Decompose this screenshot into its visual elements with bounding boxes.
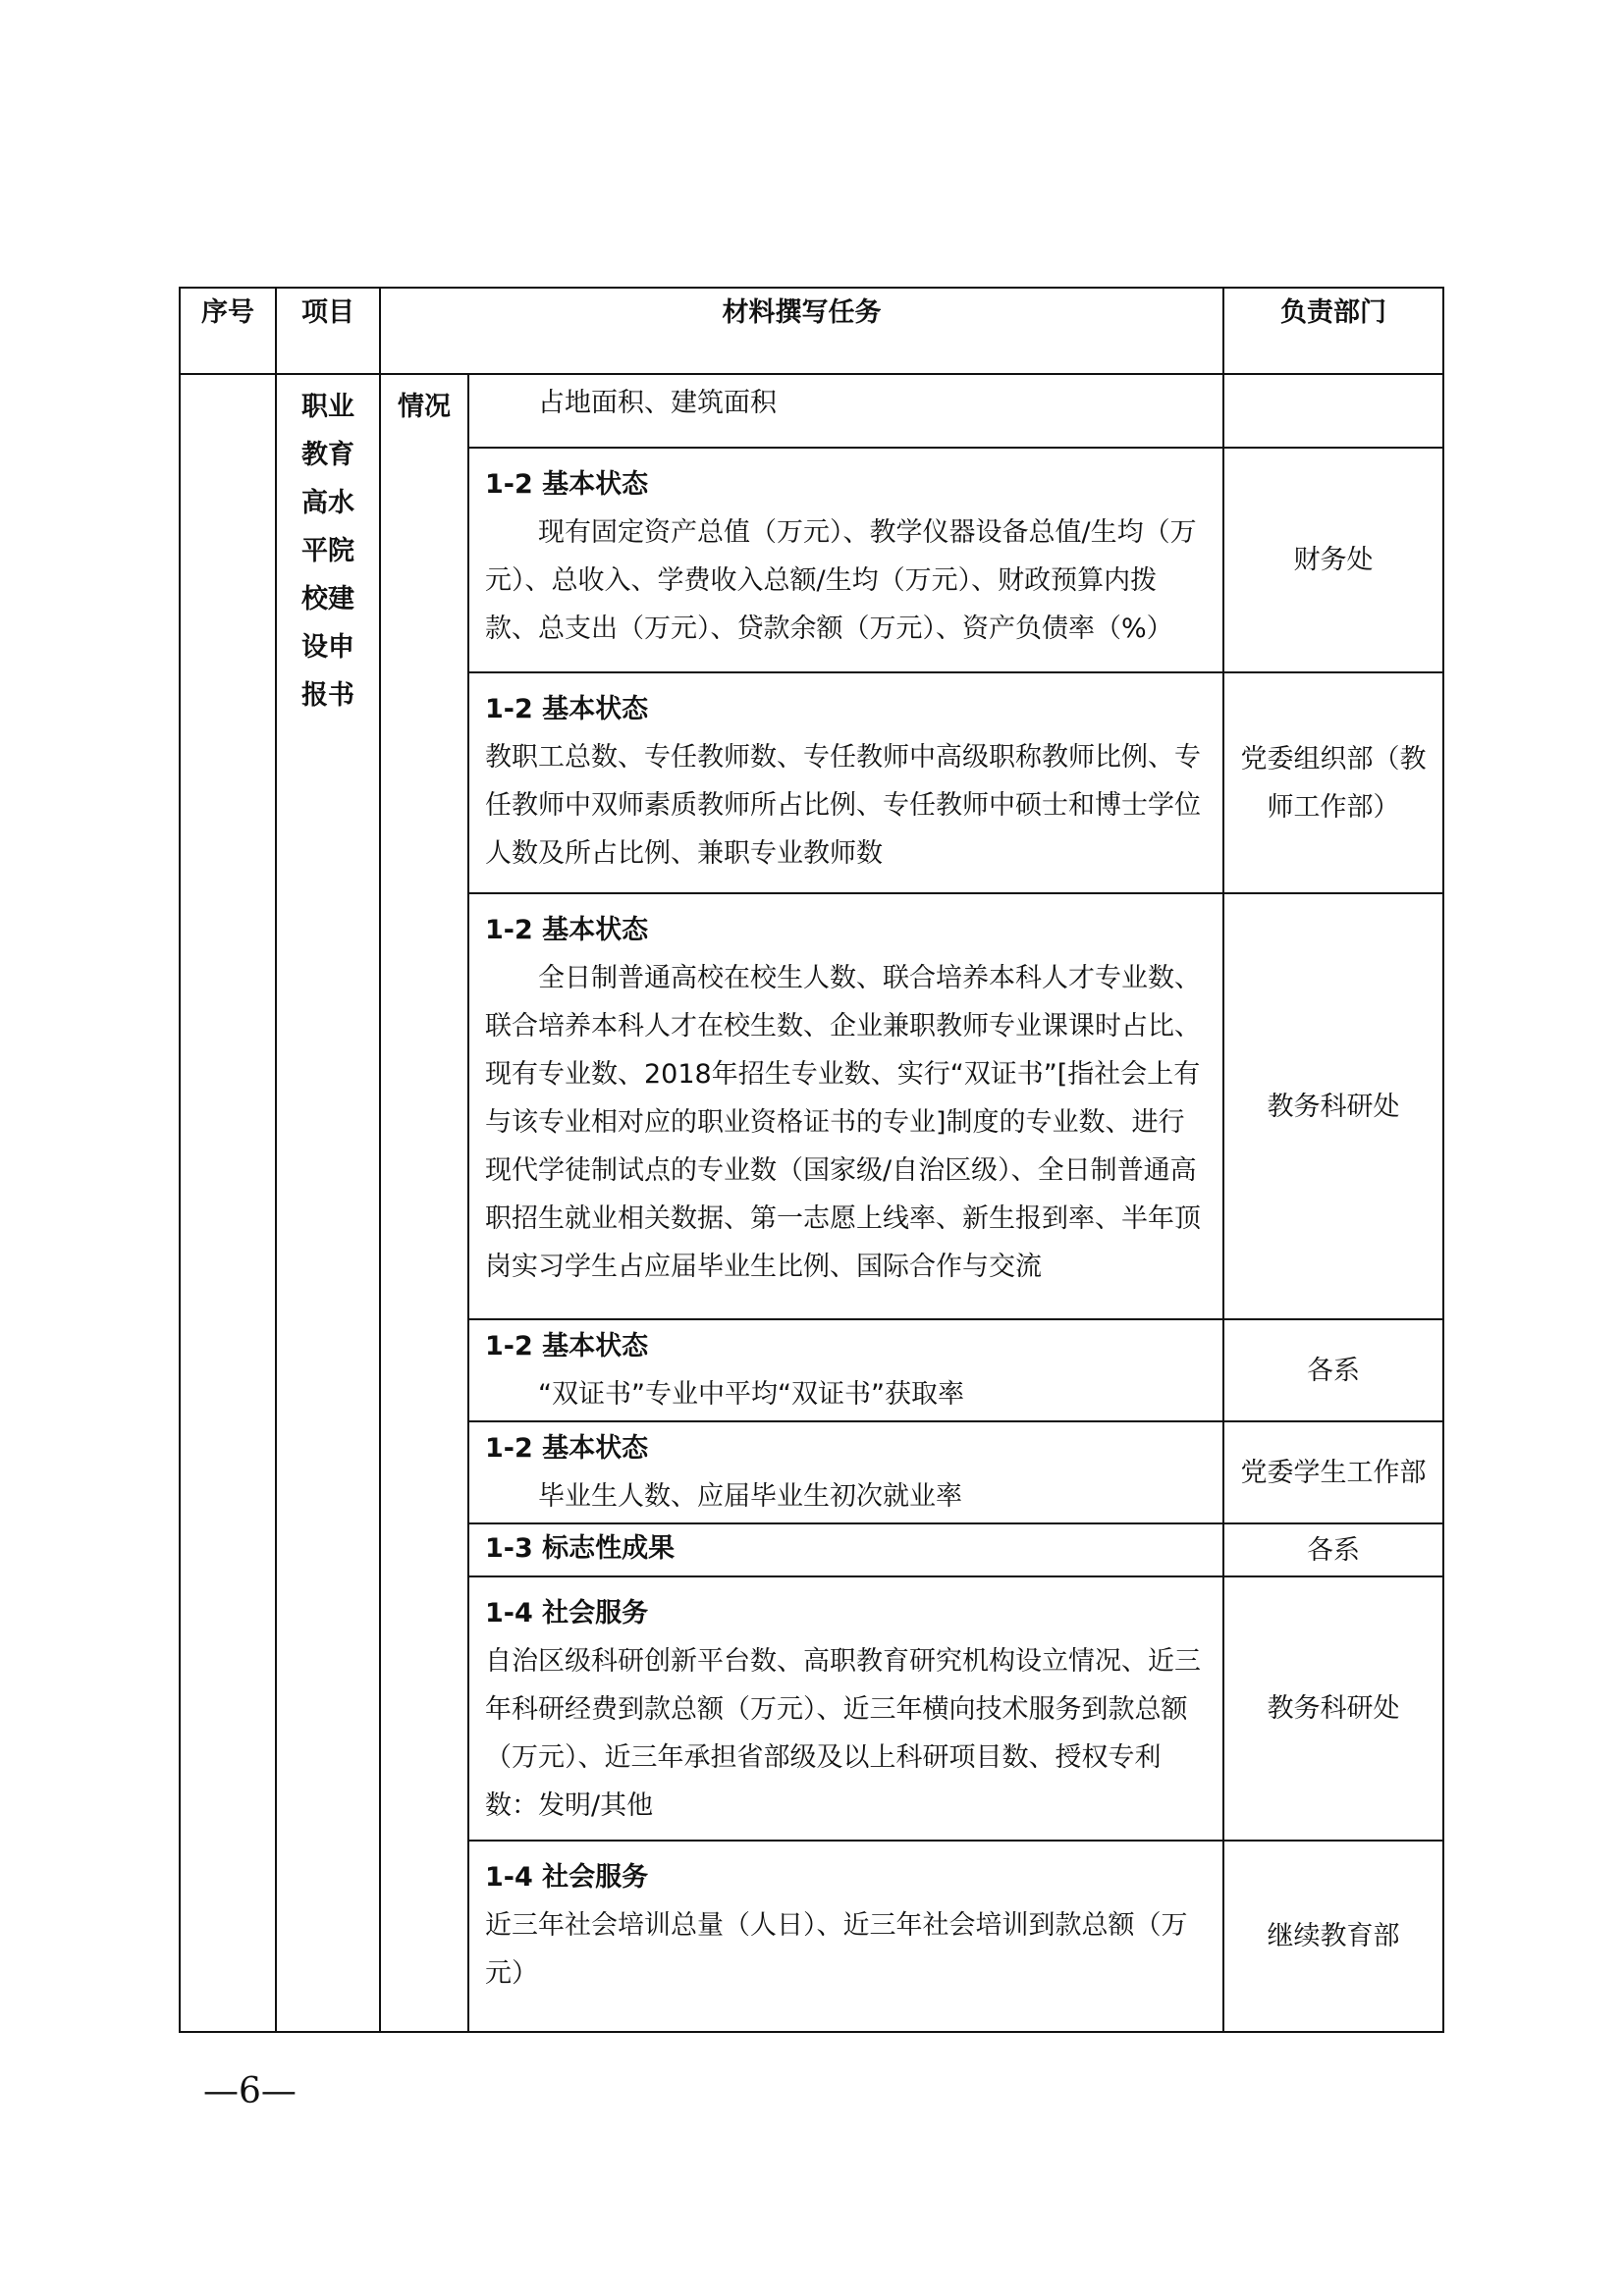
task-title: 1-2 基本状态 [485, 1331, 649, 1362]
project-name-line: 高水 [301, 488, 354, 518]
dept-cell: 各系 [1223, 1319, 1443, 1421]
dept-cell: 教务科研处 [1223, 1576, 1443, 1841]
task-body: 毕业生人数、应届毕业生初次就业率 [538, 1481, 962, 1512]
dept-cell: 财务处 [1223, 448, 1443, 672]
task-title: 1-2 基本状态 [485, 1433, 649, 1464]
task-title: 1-2 基本状态 [485, 915, 649, 945]
task-cell [468, 1421, 1223, 1523]
project-name-cell [276, 374, 380, 2032]
task-body: 全日制普通高校在校生人数、联合培养本科人才专业数、联合培养本科人才在校生数、企业兼职教师专业课课时占比、现有专业数、2018年招生专业数、实行“双证书”[指社会上有与该专业相对应的职业资格证书的专业]制度的专业数、进行现代学徒制试点的专业数（国家级/自治区级）、全日制普通高职招生就业相关数据、第一志愿上线率、新生报到率、半年顶岗实习学生占应届毕业生比例、国际合作与交流 [485, 963, 1201, 1282]
task-body: 现有固定资产总值（万元）、教学仪器设备总值/生均（万元）、总收入、学费收入总额/生均（万元）、财政预算内拨款、总支出（万元）、贷款余额（万元）、资产负债率（%） [485, 517, 1197, 644]
project-name-line: 设申 [301, 632, 354, 663]
project-name-line: 教育 [301, 440, 354, 470]
task-cell [468, 672, 1223, 893]
serial-cell [180, 374, 276, 2032]
task-body: 占地面积、建筑面积 [538, 388, 777, 418]
header-dept: 负责部门 [1223, 288, 1443, 374]
task-cell [468, 1523, 1223, 1576]
task-table [179, 287, 1444, 2033]
project-name-line: 职业 [301, 392, 354, 422]
task-cell [468, 893, 1223, 1319]
task-cell [468, 448, 1223, 672]
project-name-line: 平院 [301, 536, 354, 566]
task-cell [468, 1841, 1223, 2032]
task-title: 1-4 社会服务 [485, 1862, 649, 1893]
task-title: 1-2 基本状态 [485, 694, 649, 724]
page-number: —6— [203, 2071, 297, 2111]
task-body: “双证书”专业中平均“双证书”获取率 [538, 1379, 964, 1410]
table-header-row [180, 288, 1443, 374]
task-cell [468, 1576, 1223, 1841]
task-title: 1-4 社会服务 [485, 1598, 649, 1629]
dept-cell: 继续教育部 [1223, 1841, 1443, 2032]
project-name-line: 报书 [301, 680, 354, 711]
dept-cell: 各系 [1223, 1523, 1443, 1576]
dept-cell: 教务科研处 [1223, 893, 1443, 1319]
task-body: 近三年社会培训总量（人日）、近三年社会培训到款总额（万元） [485, 1910, 1188, 1989]
header-no: 序号 [180, 288, 276, 374]
task-title: 1-2 基本状态 [485, 469, 649, 500]
header-item: 项目 [276, 288, 380, 374]
situation-cell [380, 374, 468, 2032]
dept-cell: 党委组织部（教师工作部） [1223, 672, 1443, 893]
table-row [180, 374, 1443, 448]
situation-label: 情况 [398, 392, 451, 422]
task-body: 教职工总数、专任教师数、专任教师中高级职称教师比例、专任教师中双师素质教师所占比例、专任教师中硕士和博士学位人数及所占比例、兼职专业教师数 [485, 742, 1201, 869]
header-task: 材料撰写任务 [380, 288, 1223, 374]
project-name-line: 校建 [301, 584, 354, 614]
task-body: 自治区级科研创新平台数、高职教育研究机构设立情况、近三年科研经费到款总额（万元）、近三年横向技术服务到款总额（万元）、近三年承担省部级及以上科研项目数、授权专利数：发明/其他 [485, 1646, 1201, 1821]
dept-cell: 党委学生工作部 [1223, 1421, 1443, 1523]
dept-cell [1223, 374, 1443, 448]
task-title: 1-3 标志性成果 [485, 1533, 676, 1564]
task-cell [468, 374, 1223, 448]
task-cell [468, 1319, 1223, 1421]
